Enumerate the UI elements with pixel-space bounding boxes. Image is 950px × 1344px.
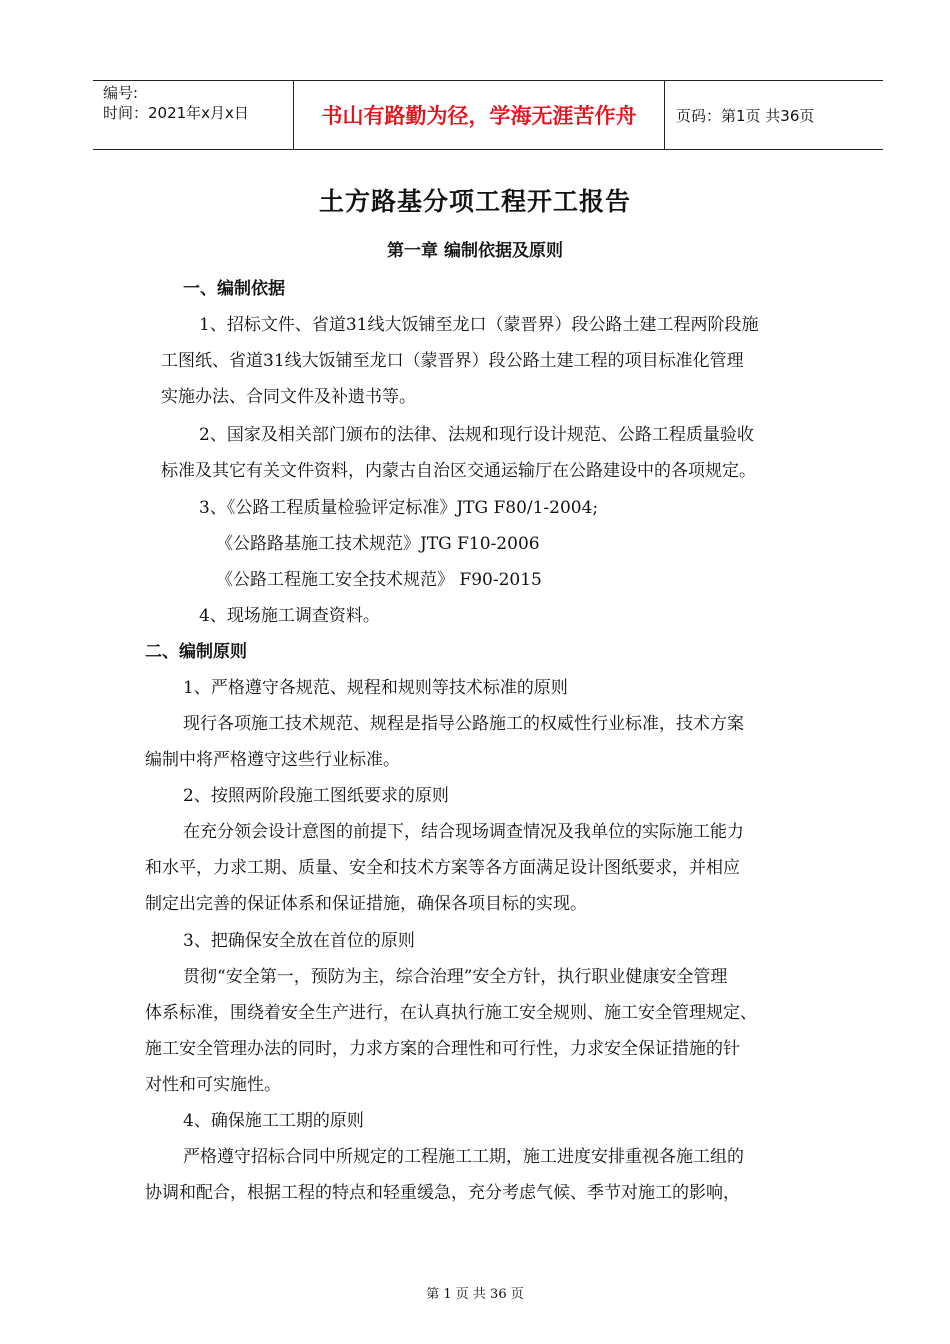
header-page-label: 页码：第1页 共36页 <box>676 107 815 125</box>
paragraph-line: 施工安全管理办法的同时，力求方案的合理性和可行性，力求安全保证措施的针 <box>145 1039 740 1059</box>
paragraph-line: 3、《公路工程质量检验评定标准》JTG F80/1-2004; <box>199 498 599 518</box>
header-motto: 书山有路勤为径，学海无涯苦作舟 <box>293 81 665 149</box>
header-table <box>93 80 883 150</box>
paragraph-line: 1、招标文件、省道31线大饭铺至龙口（蒙晋界）段公路土建工程两阶段施 <box>199 315 759 335</box>
paragraph-line: 标准及其它有关文件资料，内蒙古自治区交通运输厅在公路建设中的各项规定。 <box>161 461 756 481</box>
paragraph-line: 贯彻“安全第一，预防为主，综合治理”安全方针，执行职业健康安全管理 <box>183 967 728 987</box>
paragraph-line: 《公路路基施工技术规范》JTG F10-2006 <box>216 534 540 554</box>
header-left-cell <box>103 83 293 123</box>
paragraph-line: 协调和配合，根据工程的特点和轻重缓急，充分考虑气候、季节对施工的影响， <box>145 1183 740 1203</box>
time-label: 时间：2021年x月x日 <box>103 104 249 122</box>
paragraph-line: 在充分领会设计意图的前提下，结合现场调查情况及我单位的实际施工能力 <box>183 822 744 842</box>
section-heading: 一、编制依据 <box>183 279 285 299</box>
code-label: 编号: <box>103 84 139 102</box>
page-footer: 第 1 页 共 36 页 <box>426 1287 524 1302</box>
paragraph-line: 工图纸、省道31线大饭铺至龙口（蒙晋界）段公路土建工程的项目标准化管理 <box>161 351 744 371</box>
paragraph-line: 现行各项施工技术规范、规程是指导公路施工的权威性行业标准，技术方案 <box>183 714 744 734</box>
paragraph-line: 2、国家及相关部门颁布的法律、法规和现行设计规范、公路工程质量验收 <box>199 425 754 445</box>
paragraph-line: 编制中将严格遵守这些行业标准。 <box>145 750 400 770</box>
paragraph-line: 制定出完善的保证体系和保证措施，确保各项目标的实现。 <box>145 894 587 914</box>
paragraph-line: 4、确保施工工期的原则 <box>183 1111 364 1131</box>
paragraph-line: 3、把确保安全放在首位的原则 <box>183 931 415 951</box>
chapter-heading: 第一章 编制依据及原则 <box>387 241 563 261</box>
paragraph-line: 《公路工程施工安全技术规范》 F90-2015 <box>216 570 542 590</box>
paragraph-line: 实施办法、合同文件及补遗书等。 <box>161 387 416 407</box>
paragraph-line: 对性和可实施性。 <box>145 1075 281 1095</box>
paragraph-line: 体系标准，围绕着安全生产进行，在认真执行施工安全规则、施工安全管理规定、 <box>145 1003 757 1023</box>
section-heading: 二、编制原则 <box>145 642 247 662</box>
document-title: 土方路基分项工程开工报告 <box>318 187 631 216</box>
paragraph-line: 2、按照两阶段施工图纸要求的原则 <box>183 786 449 806</box>
paragraph-line: 4、现场施工调查资料。 <box>199 606 380 626</box>
paragraph-line: 和水平，力求工期、质量、安全和技术方案等各方面满足设计图纸要求，并相应 <box>145 858 740 878</box>
paragraph-line: 严格遵守招标合同中所规定的工程施工工期，施工进度安排重视各施工组的 <box>183 1147 744 1167</box>
paragraph-line: 1、严格遵守各规范、规程和规则等技术标准的原则 <box>183 678 568 698</box>
